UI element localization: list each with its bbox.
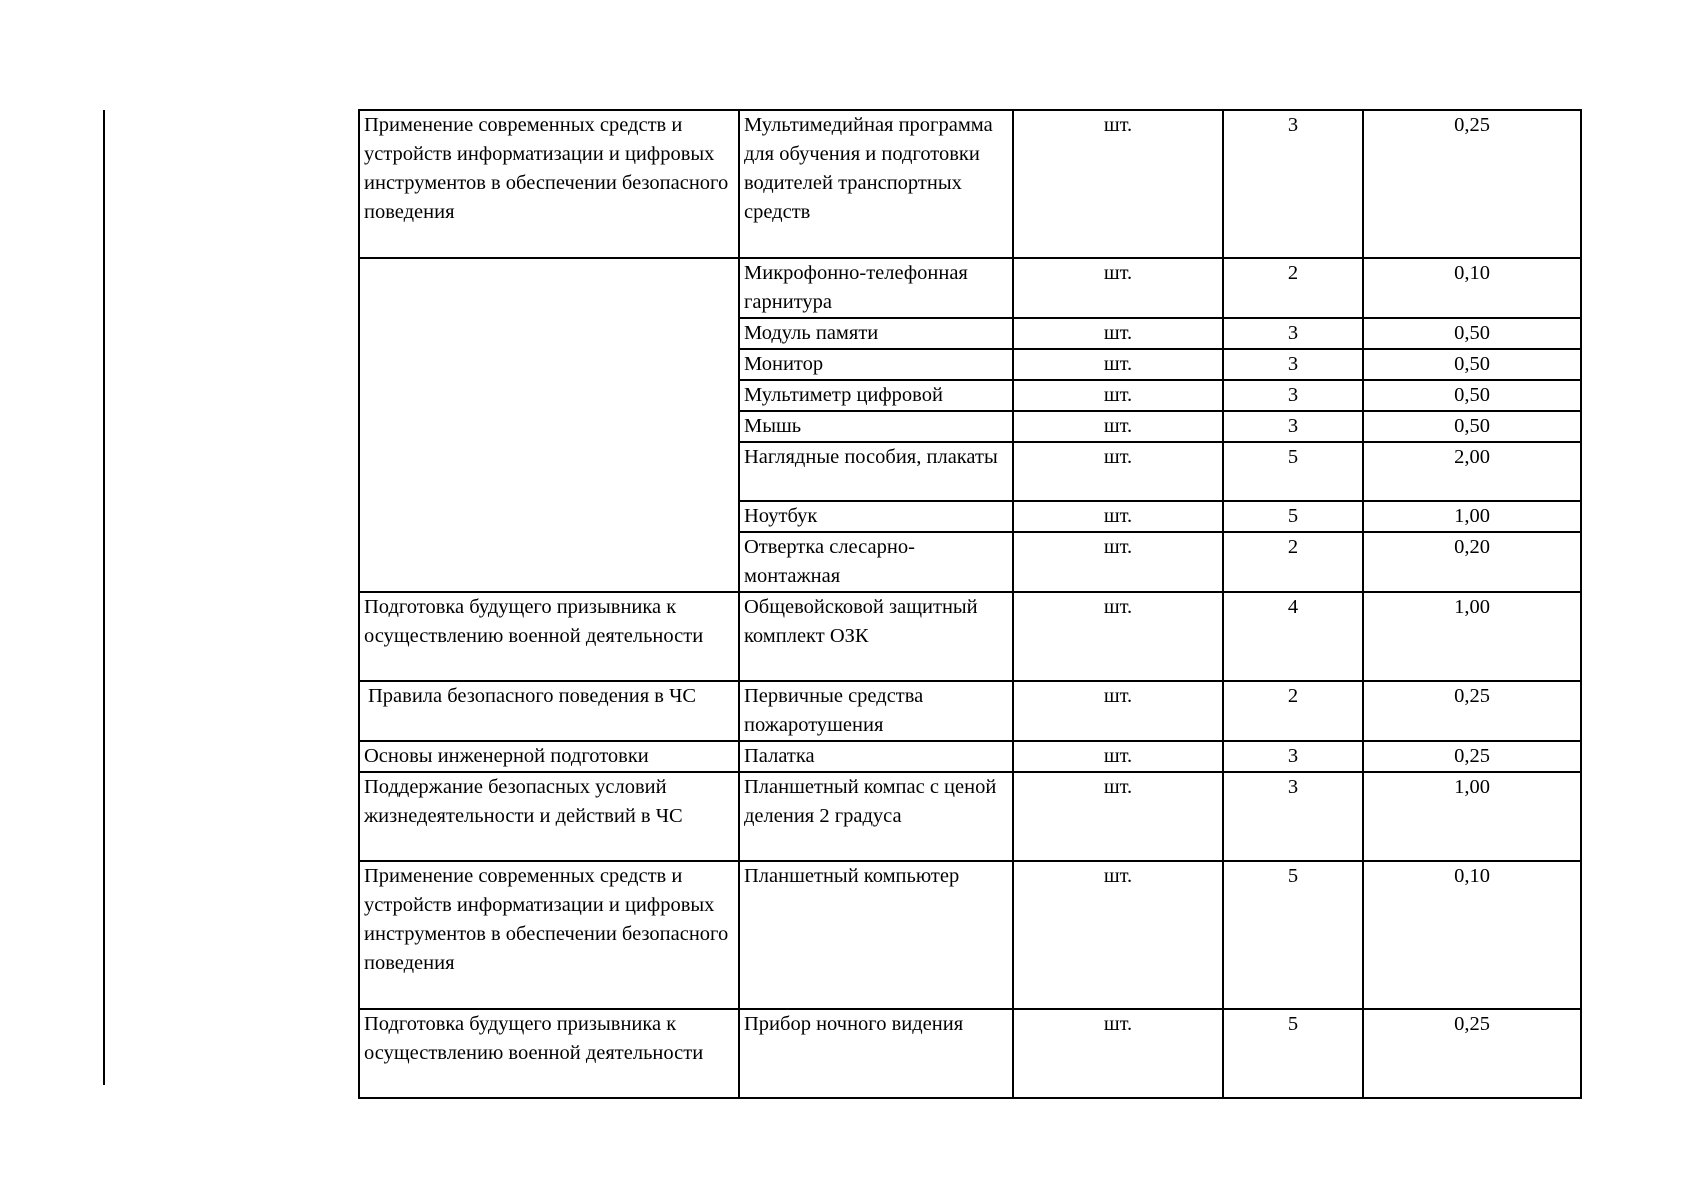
price-cell: 0,10	[1363, 861, 1581, 1009]
unit-cell: шт.	[1013, 442, 1223, 501]
table-row	[359, 592, 1581, 681]
document-page	[358, 109, 1580, 1099]
item-cell: Первичные средства пожаротушения	[739, 681, 1013, 741]
item-cell: Мышь	[739, 411, 1013, 442]
item-cell: Планшетный компьютер	[739, 861, 1013, 1009]
qty-cell: 5	[1223, 1009, 1363, 1098]
price-cell: 0,25	[1363, 741, 1581, 772]
item-cell: Наглядные пособия, плакаты	[739, 442, 1013, 501]
price-cell: 0,50	[1363, 349, 1581, 380]
table-row	[359, 258, 1581, 318]
price-cell: 0,25	[1363, 1009, 1581, 1098]
table-row	[359, 681, 1581, 741]
price-cell: 2,00	[1363, 442, 1581, 501]
price-cell: 0,50	[1363, 318, 1581, 349]
item-cell: Общевойсковой защитный комплект ОЗК	[739, 592, 1013, 681]
unit-cell: шт.	[1013, 772, 1223, 861]
section-cell: Основы инженерной подготовки	[359, 741, 739, 772]
item-cell: Ноутбук	[739, 501, 1013, 532]
price-cell: 0,10	[1363, 258, 1581, 318]
qty-cell: 3	[1223, 110, 1363, 258]
qty-cell: 2	[1223, 258, 1363, 318]
table-row	[359, 110, 1581, 258]
price-cell: 1,00	[1363, 592, 1581, 681]
qty-cell: 3	[1223, 411, 1363, 442]
price-cell: 0,20	[1363, 532, 1581, 592]
table-row	[359, 1009, 1581, 1098]
section-cell: Подготовка будущего призывника к осуществлению военной деятельности	[359, 592, 739, 681]
unit-cell: шт.	[1013, 411, 1223, 442]
unit-cell: шт.	[1013, 501, 1223, 532]
table-row	[359, 772, 1581, 861]
item-cell: Микрофонно-телефонная гарнитура	[739, 258, 1013, 318]
unit-cell: шт.	[1013, 349, 1223, 380]
unit-cell: шт.	[1013, 741, 1223, 772]
qty-cell: 5	[1223, 501, 1363, 532]
price-cell: 0,50	[1363, 380, 1581, 411]
left-margin-rule	[103, 110, 105, 1085]
section-cell: Применение современных средств и устройств информатизации и цифровых инструментов в обеспечении безопасного поведения	[359, 861, 739, 1009]
qty-cell: 5	[1223, 442, 1363, 501]
qty-cell: 3	[1223, 772, 1363, 861]
qty-cell: 3	[1223, 741, 1363, 772]
qty-cell: 2	[1223, 681, 1363, 741]
item-cell: Планшетный компас с ценой деления 2 градуса	[739, 772, 1013, 861]
price-cell: 1,00	[1363, 772, 1581, 861]
price-cell: 0,25	[1363, 110, 1581, 258]
section-cell: Применение современных средств и устройств информатизации и цифровых инструментов в обеспечении безопасного поведения	[359, 110, 739, 258]
qty-cell: 3	[1223, 349, 1363, 380]
equipment-table	[358, 109, 1582, 1099]
table-row	[359, 861, 1581, 1009]
qty-cell: 2	[1223, 532, 1363, 592]
item-cell: Отвертка слесарно-монтажная	[739, 532, 1013, 592]
section-cell-empty	[359, 258, 739, 592]
section-cell: Правила безопасного поведения в ЧС	[359, 681, 739, 741]
qty-cell: 4	[1223, 592, 1363, 681]
qty-cell: 5	[1223, 861, 1363, 1009]
item-cell: Мультиметр цифровой	[739, 380, 1013, 411]
unit-cell: шт.	[1013, 110, 1223, 258]
unit-cell: шт.	[1013, 318, 1223, 349]
unit-cell: шт.	[1013, 258, 1223, 318]
price-cell: 0,25	[1363, 681, 1581, 741]
item-cell: Модуль памяти	[739, 318, 1013, 349]
item-cell: Монитор	[739, 349, 1013, 380]
qty-cell: 3	[1223, 380, 1363, 411]
price-cell: 0,50	[1363, 411, 1581, 442]
section-cell: Поддержание безопасных условий жизнедеятельности и действий в ЧС	[359, 772, 739, 861]
price-cell: 1,00	[1363, 501, 1581, 532]
qty-cell: 3	[1223, 318, 1363, 349]
item-cell: Мультимедийная программа для обучения и подготовки водителей транспортных средств	[739, 110, 1013, 258]
unit-cell: шт.	[1013, 532, 1223, 592]
item-cell: Палатка	[739, 741, 1013, 772]
unit-cell: шт.	[1013, 681, 1223, 741]
unit-cell: шт.	[1013, 380, 1223, 411]
unit-cell: шт.	[1013, 861, 1223, 1009]
item-cell: Прибор ночного видения	[739, 1009, 1013, 1098]
unit-cell: шт.	[1013, 1009, 1223, 1098]
section-cell: Подготовка будущего призывника к осуществлению военной деятельности	[359, 1009, 739, 1098]
unit-cell: шт.	[1013, 592, 1223, 681]
table-row	[359, 741, 1581, 772]
